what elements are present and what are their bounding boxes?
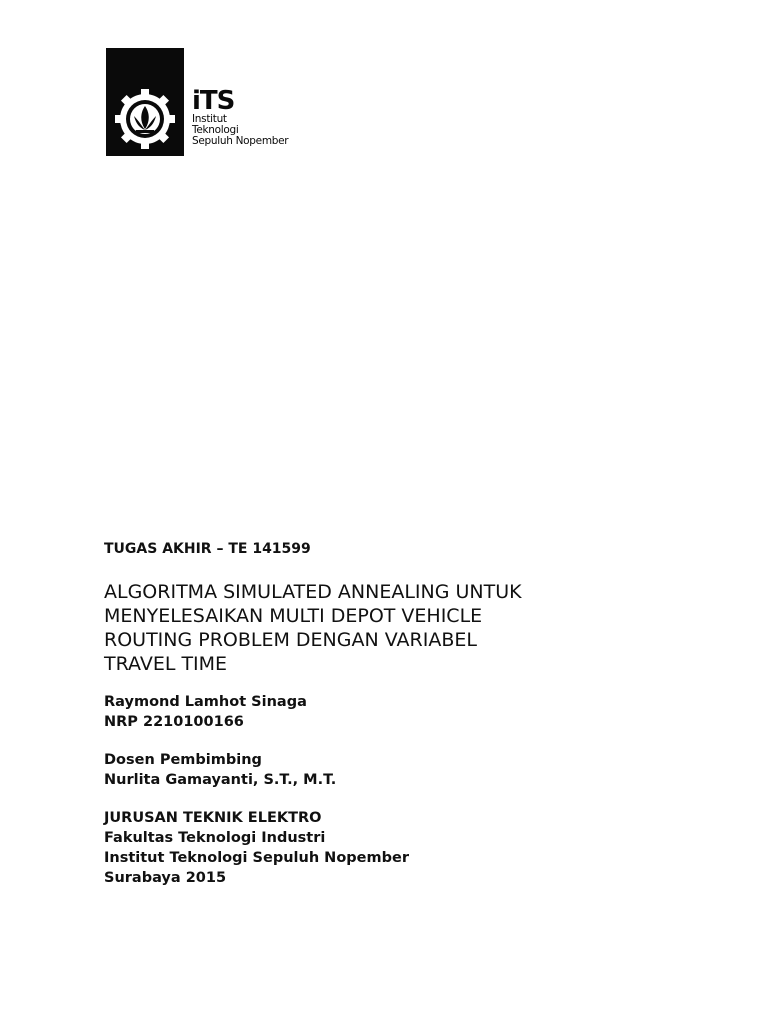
city-year: Surabaya 2015	[104, 870, 227, 886]
title-line: ALGORITMA SIMULATED ANNEALING UNTUK	[104, 581, 522, 603]
its-emblem-icon	[112, 86, 178, 152]
course-code: TUGAS AKHIR – TE 141599	[104, 541, 311, 557]
author-nrp: NRP 2210100166	[104, 714, 244, 730]
logo-emblem-block	[106, 48, 184, 156]
logo-line-sepuluh-nopember: Sepuluh Nopember	[192, 135, 289, 147]
logo-line-institut: Institut	[192, 113, 227, 125]
title-line: MENYELESAIKAN MULTI DEPOT VEHICLE	[104, 605, 483, 627]
supervisor-name: Nurlita Gamayanti, S.T., M.T.	[104, 772, 337, 788]
logo-wordmark	[192, 88, 288, 147]
title-line: ROUTING PROBLEM DENGAN VARIABEL	[104, 629, 477, 651]
author-block	[104, 692, 704, 732]
faculty: Fakultas Teknologi Industri	[104, 830, 326, 846]
supervisor-label: Dosen Pembimbing	[104, 752, 262, 768]
cover-content	[104, 540, 704, 906]
logo-line-teknologi: Teknologi	[192, 124, 239, 136]
its-logo	[106, 48, 336, 158]
author-name: Raymond Lamhot Sinaga	[104, 694, 307, 710]
thesis-title	[104, 580, 704, 676]
institution-block	[104, 808, 704, 888]
title-line: TRAVEL TIME	[104, 653, 228, 675]
supervisor-block	[104, 750, 704, 790]
logo-abbrev: iTS	[192, 86, 235, 116]
department: JURUSAN TEKNIK ELEKTRO	[104, 810, 322, 826]
university: Institut Teknologi Sepuluh Nopember	[104, 850, 409, 866]
